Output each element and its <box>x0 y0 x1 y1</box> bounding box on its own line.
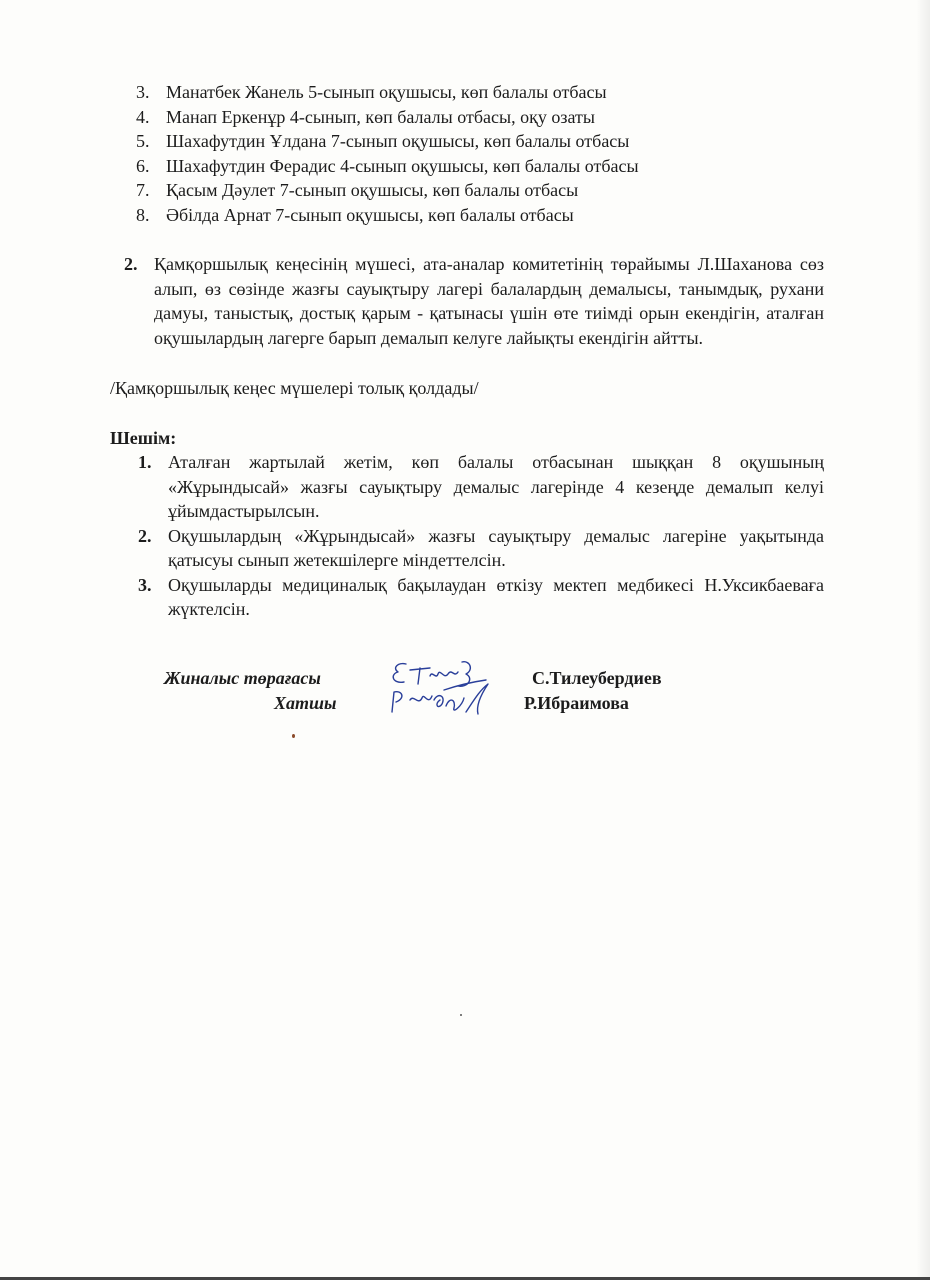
student-entry: Манап Еркенұр 4-сынып, көп балалы отбасы, оқу озаты <box>166 106 595 127</box>
student-entry: Әбілда Арнат 7-сынып оқушысы, көп балалы отбасы <box>166 204 574 225</box>
list-item: 3. Оқушыларды медициналық бақылаудан өткізу мектеп медбикесі Н.Уксикбаеваға жүктелсін. <box>138 573 824 622</box>
support-note: /Қамқоршылық кеңес мүшелері толық қолдады/ <box>110 378 479 398</box>
list-item: 6. Шахафутдин Ферадис 4-сынып оқушысы, көп балалы отбасы <box>136 154 836 179</box>
list-item: 8. Әбілда Арнат 7-сынып оқушысы, көп балалы отбасы <box>136 203 836 228</box>
student-entry: Шахафутдин Ұлдана 7-сынып оқушысы, көп балалы отбасы <box>166 131 630 151</box>
student-entry: Шахафутдин Ферадис 4-сынып оқушысы, көп балалы отбасы <box>166 155 639 176</box>
page-edge <box>916 0 930 1280</box>
list-item: 7. Қасым Дәулет 7-сынып оқушысы, көп балалы отбасы <box>136 178 836 203</box>
list-item: 1. Аталған жартылай жетім, көп балалы отбасынан шыққан 8 оқушының «Жұрындысай» жазғы сауықтыру демалыс лагерінде 4 кезеңде демалып келуі ұйымдастырылсын. <box>138 450 824 524</box>
decision-list <box>138 450 824 622</box>
ink-speck <box>460 1014 462 1016</box>
handwritten-signature <box>384 656 494 718</box>
decision-text: Аталған жартылай жетім, көп балалы отбасынан шыққан 8 оқушының «Жұрындысай» жазғы сауықтыру демалыс лагерінде 4 кезеңде демалып келуі ұйымдастырылсын. <box>168 452 824 521</box>
ink-speck <box>292 734 295 738</box>
list-item: 4. Манап Еркенұр 4-сынып, көп балалы отбасы, оқу озаты <box>136 105 836 130</box>
decision-heading: Шешім: <box>110 428 177 448</box>
decision-text: Оқушылардың «Жұрындысай» жазғы сауықтыру демалыс лагеріне уақытында қатысуы сынып жетекшілерге міндеттелсін. <box>168 525 824 570</box>
item-text: Қамқоршылық кеңесінің мүшесі, ата-аналар комитетінің төрайымы Л.Шаханова сөз алып, өз сөзінде жазғы сауықтыру лагері балалардың демалысы, танымдық, рухани дамуы, таныстық, достық қарым - қатынасы үшін өте тиімді орын екендігін, аталған оқушылардың лагерге барып демалып келуге лайықты екендігін айтты. <box>154 254 824 348</box>
decision-text: Оқушыларды медициналық бақылаудан өткізу мектеп медбикесі Н.Уксикбаеваға жүктелсін. <box>168 574 824 619</box>
chair-name: С.Тилеубердиев <box>532 668 662 688</box>
student-entry: Манатбек Жанель 5-сынып оқушысы, көп балалы отбасы <box>166 82 607 102</box>
secretary-name: Р.Ибраимова <box>524 693 629 713</box>
chair-role: Жиналыс төрағасы <box>164 668 321 688</box>
student-list <box>136 80 836 227</box>
secretary-role: Хатшы <box>274 693 337 713</box>
list-item: 5. Шахафутдин Ұлдана 7-сынып оқушысы, көп балалы отбасы <box>136 129 836 154</box>
student-entry: Қасым Дәулет 7-сынып оқушысы, көп балалы отбасы <box>166 180 579 200</box>
list-item: 2. Оқушылардың «Жұрындысай» жазғы сауықтыру демалыс лагеріне уақытында қатысуы сынып жетекшілерге міндеттелсін. <box>138 524 824 573</box>
list-item: 3. Манатбек Жанель 5-сынып оқушысы, көп балалы отбасы <box>136 80 836 105</box>
agenda-item-2 <box>124 252 824 350</box>
item-number: 2. <box>124 254 138 274</box>
